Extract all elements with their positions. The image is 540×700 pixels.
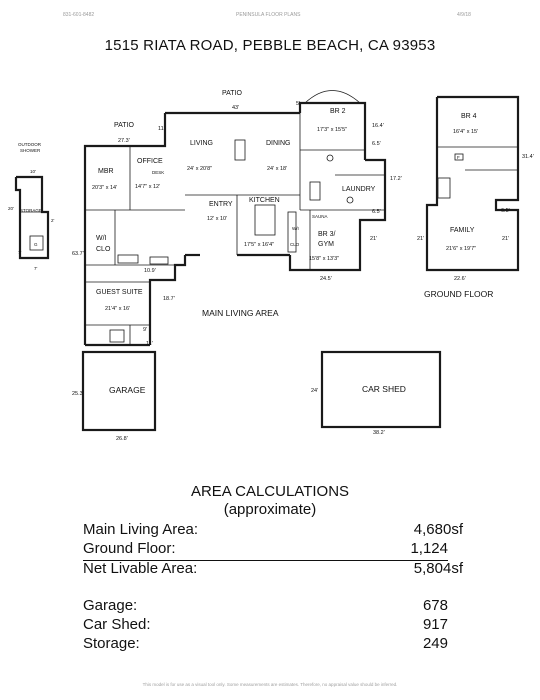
dim-21a: 21' (417, 236, 425, 242)
area-row-net-livable (83, 560, 463, 580)
area-label: Car Shed: (83, 616, 151, 633)
dim-11b: 11' (146, 341, 153, 347)
area-label: Garage: (83, 597, 138, 614)
dim-24-5: 24.5' (320, 276, 332, 282)
kitchen-dim: 17'5" x 16'4" (244, 242, 275, 248)
dim-9: 9' (143, 327, 148, 333)
patio-top-label: PATIO (222, 90, 242, 97)
area-row-ground-floor (83, 540, 448, 561)
storage-label: STORAGE (20, 208, 42, 213)
laundry-label: LAUNDRY (342, 186, 376, 193)
area-label: Storage: (83, 635, 140, 652)
guest-suite-dim: 21'4" x 16' (105, 306, 131, 312)
area-row-car-shed (83, 616, 448, 636)
br2-label: BR 2 (330, 108, 346, 115)
br4-dim: 16'4" x 15' (453, 129, 479, 135)
br2-dim: 17'3" x 15'5" (317, 127, 348, 133)
living-dim: 24' x 20'8" (187, 166, 213, 172)
wi-label: W/I (292, 226, 299, 231)
dining-dim: 24' x 18' (267, 166, 288, 172)
outdoor-shower-label: OUTDOOR (18, 142, 41, 147)
storage-dim-b1: 7' (18, 250, 22, 255)
dim-63-7: 63.7' (72, 251, 84, 257)
br3-label-2: GYM (318, 241, 334, 248)
area-value: 1,124 (410, 540, 448, 557)
garage-dim-w: 26.8' (116, 436, 128, 442)
clo-label: CLO (290, 242, 300, 247)
mbr-label: MBR (98, 168, 114, 175)
car-shed-dim-w: 38.2' (373, 430, 385, 436)
sauna-label: SAUNA (312, 214, 328, 219)
disclaimer-footer: This model is for use as a visual tool only. Some measurements are estimates. Therefore, no appraisal value should be inferred. (142, 682, 398, 687)
office-dim: 14'7" x 12' (135, 184, 161, 190)
storage-dim-w: 10' (30, 169, 36, 174)
header-date: 4/9/18 (457, 12, 471, 18)
dim-6-5c: 6.5' (501, 208, 510, 214)
mbr-dim: 20'3" x 14' (92, 185, 118, 191)
outdoor-shower-label-2: SHOWER (20, 148, 41, 153)
area-label: Ground Floor: (83, 540, 176, 557)
desk-label: DESK (152, 170, 165, 175)
area-value: 5,804sf (413, 560, 463, 577)
dim-6-5b: 6.5' (372, 209, 381, 215)
br3-label: BR 3/ (318, 231, 336, 238)
family-label: FAMILY (450, 227, 475, 234)
guest-suite-label: GUEST SUITE (96, 289, 143, 296)
patio-left-label: PATIO (114, 122, 134, 129)
area-row-main-living (83, 521, 463, 541)
area-calculations-subtitle: (approximate) (223, 501, 317, 518)
br4-label: BR 4 (461, 113, 477, 120)
property-address: 1515 RIATA ROAD, PEBBLE BEACH, CA 93953 (104, 37, 436, 54)
car-shed-label: CAR SHED (362, 384, 406, 394)
car-shed-dim-h: 24' (311, 388, 319, 394)
area-calculations-title: AREA CALCULATIONS (190, 483, 350, 500)
header-company: PENINSULA FLOOR PLANS (236, 12, 301, 18)
dim-17-2: 17.2' (390, 176, 402, 182)
office-label: OFFICE (137, 158, 163, 165)
f-mark-label: F (457, 155, 460, 160)
main-living-area-label: MAIN LIVING AREA (202, 308, 279, 318)
area-value: 249 (422, 635, 448, 652)
dim-5: 5' (296, 101, 301, 107)
header-phone: 831-601-8482 (63, 12, 95, 18)
storage-dim-d: 2' (51, 218, 55, 223)
area-label: Main Living Area: (83, 521, 199, 538)
dim-18-7: 18.7' (163, 296, 175, 302)
storage-dim-h: 20' (8, 206, 14, 211)
dim-10-9: 10.9' (144, 268, 156, 274)
area-row-garage (83, 597, 448, 617)
dim-6-5a: 6.5' (372, 141, 381, 147)
storage-dim-b2: 7' (34, 266, 38, 271)
ground-floor-label: GROUND FLOOR (424, 289, 494, 299)
dim-21b: 21' (502, 236, 510, 242)
patio-left-dim: 27.3' (118, 138, 130, 144)
area-value: 4,680sf (413, 521, 463, 538)
entry-dim: 12' x 10' (207, 216, 228, 222)
wi-clo-left: W/I (96, 235, 107, 242)
living-label: LIVING (190, 140, 213, 147)
dim-31-4: 31.4' (522, 154, 534, 160)
area-value: 678 (422, 597, 448, 614)
ground-floor-walls (427, 97, 518, 270)
dim-16-4: 16.4' (372, 123, 384, 129)
area-row-storage (83, 635, 448, 655)
dim-11: 11' (158, 126, 165, 132)
dim-22-6: 22.6' (454, 276, 466, 282)
dim-43: 43' (232, 105, 240, 111)
dim-21: 21' (370, 236, 378, 242)
area-value: 917 (422, 616, 448, 633)
kitchen-label: KITCHEN (249, 197, 280, 204)
storage-block (16, 177, 48, 258)
dining-label: DINING (266, 140, 291, 147)
wi-clo-left-2: CLO (96, 246, 111, 253)
entry-label: ENTRY (209, 201, 233, 208)
family-dim: 21'6" x 19'7" (446, 246, 477, 252)
area-label: Net Livable Area: (83, 560, 198, 577)
storage-g-label: G (34, 242, 38, 247)
garage-label: GARAGE (109, 385, 146, 395)
br3-dim: 15'8" x 13'3" (309, 256, 340, 262)
garage-dim-h: 25.3' (72, 391, 84, 397)
